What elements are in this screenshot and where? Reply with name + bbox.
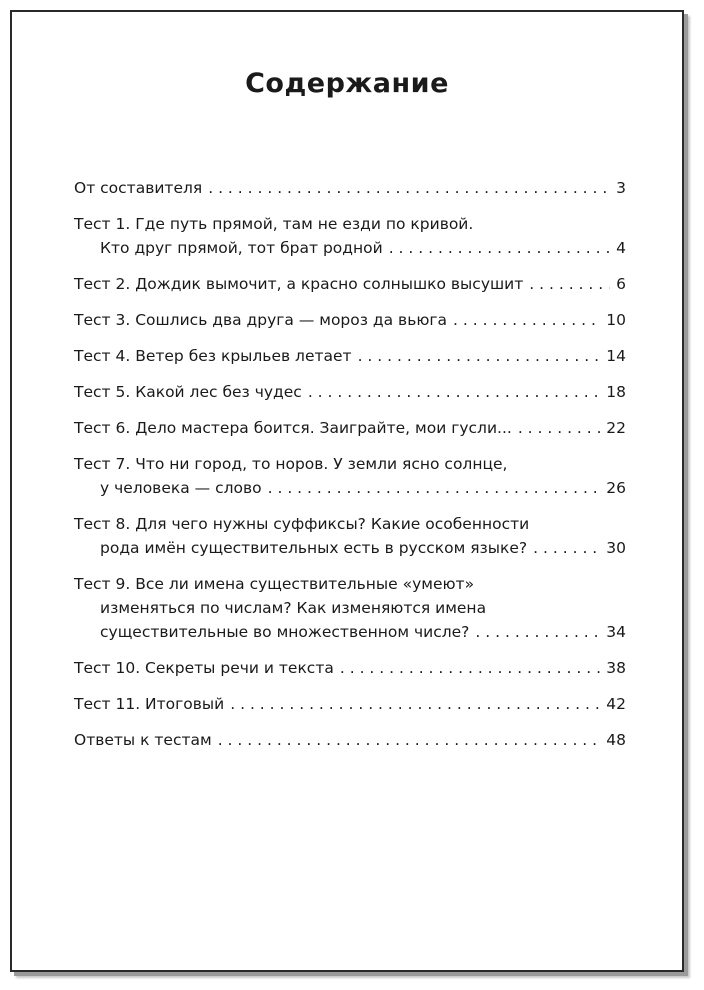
toc-page-number: 6 — [616, 275, 626, 293]
toc-entry[interactable] — [74, 344, 626, 368]
dot-leader — [453, 308, 600, 332]
toc-entry[interactable] — [74, 728, 626, 752]
toc-entry[interactable] — [74, 272, 626, 296]
dot-leader — [268, 476, 601, 500]
toc-entry[interactable] — [74, 308, 626, 332]
dot-leader — [358, 344, 601, 368]
toc-page-number: 4 — [616, 239, 626, 257]
toc-page-number: 30 — [606, 539, 626, 557]
toc-entry[interactable] — [74, 512, 626, 560]
dot-leader — [340, 656, 600, 680]
table-of-contents — [74, 176, 626, 764]
toc-page-number: 14 — [606, 347, 626, 365]
toc-page-number: 26 — [606, 479, 626, 497]
dot-leader — [218, 728, 601, 752]
dot-leader — [475, 620, 600, 644]
toc-entry[interactable] — [74, 452, 626, 500]
toc-entry-title: Тест 7. Что ни город, то норов. У земли ясно солнце, — [74, 455, 508, 473]
toc-entry-title: Тест 10. Секреты речи и текста — [74, 659, 334, 677]
dot-leader — [208, 176, 610, 200]
toc-page-number: 38 — [606, 659, 626, 677]
toc-page-number: 42 — [606, 695, 626, 713]
toc-entry[interactable] — [74, 212, 626, 260]
toc-page-number: 18 — [606, 383, 626, 401]
page-title: Содержание — [245, 68, 449, 99]
toc-entry[interactable] — [74, 176, 626, 200]
toc-entry[interactable] — [74, 416, 626, 440]
toc-entry[interactable] — [74, 692, 626, 716]
toc-entry[interactable] — [74, 572, 626, 644]
toc-entry-title: Тест 6. Дело мастера боится. Заиграйте, мои гусли... — [74, 419, 512, 437]
toc-entry[interactable] — [74, 380, 626, 404]
toc-entry-title: Тест 1. Где путь прямой, там не езди по кривой. — [74, 215, 474, 233]
toc-entry-title: Ответы к тестам — [74, 731, 212, 749]
document-page — [10, 10, 684, 972]
dot-leader — [230, 692, 600, 716]
toc-entry-title: От составителя — [74, 179, 203, 197]
toc-entry-title: Тест 11. Итоговый — [74, 695, 225, 713]
toc-page-number: 34 — [606, 623, 626, 641]
toc-entry-title-continued: у человека — слово — [100, 479, 262, 497]
toc-entry-title-continued: существительные во множественном числе? — [100, 623, 470, 641]
toc-page-number: 22 — [606, 419, 626, 437]
toc-entry-title: Тест 3. Сошлись два друга — мороз да вьюга — [74, 311, 448, 329]
toc-entry-title: Тест 4. Ветер без крыльев летает — [74, 347, 352, 365]
dot-leader — [529, 272, 610, 296]
dot-leader — [533, 536, 600, 560]
toc-entry-title-continued: Кто друг прямой, тот брат родной — [100, 239, 383, 257]
toc-entry-title-continued: изменяться по числам? Как изменяются имена — [100, 599, 487, 617]
toc-entry[interactable] — [74, 656, 626, 680]
toc-entry-title-continued: рода имён существительных есть в русском языке? — [100, 539, 528, 557]
dot-leader — [308, 380, 600, 404]
toc-entry-title: Тест 8. Для чего нужны суффиксы? Какие особенности — [74, 515, 530, 533]
dot-leader — [518, 416, 600, 440]
toc-entry-title: Тест 5. Какой лес без чудес — [74, 383, 302, 401]
toc-page-number: 48 — [606, 731, 626, 749]
toc-page-number: 3 — [616, 179, 626, 197]
toc-entry-title: Тест 2. Дождик вымочит, а красно солнышко высушит — [74, 275, 524, 293]
dot-leader — [389, 236, 610, 260]
toc-page-number: 10 — [606, 311, 626, 329]
toc-entry-title: Тест 9. Все ли имена существительные «умеют» — [74, 575, 475, 593]
